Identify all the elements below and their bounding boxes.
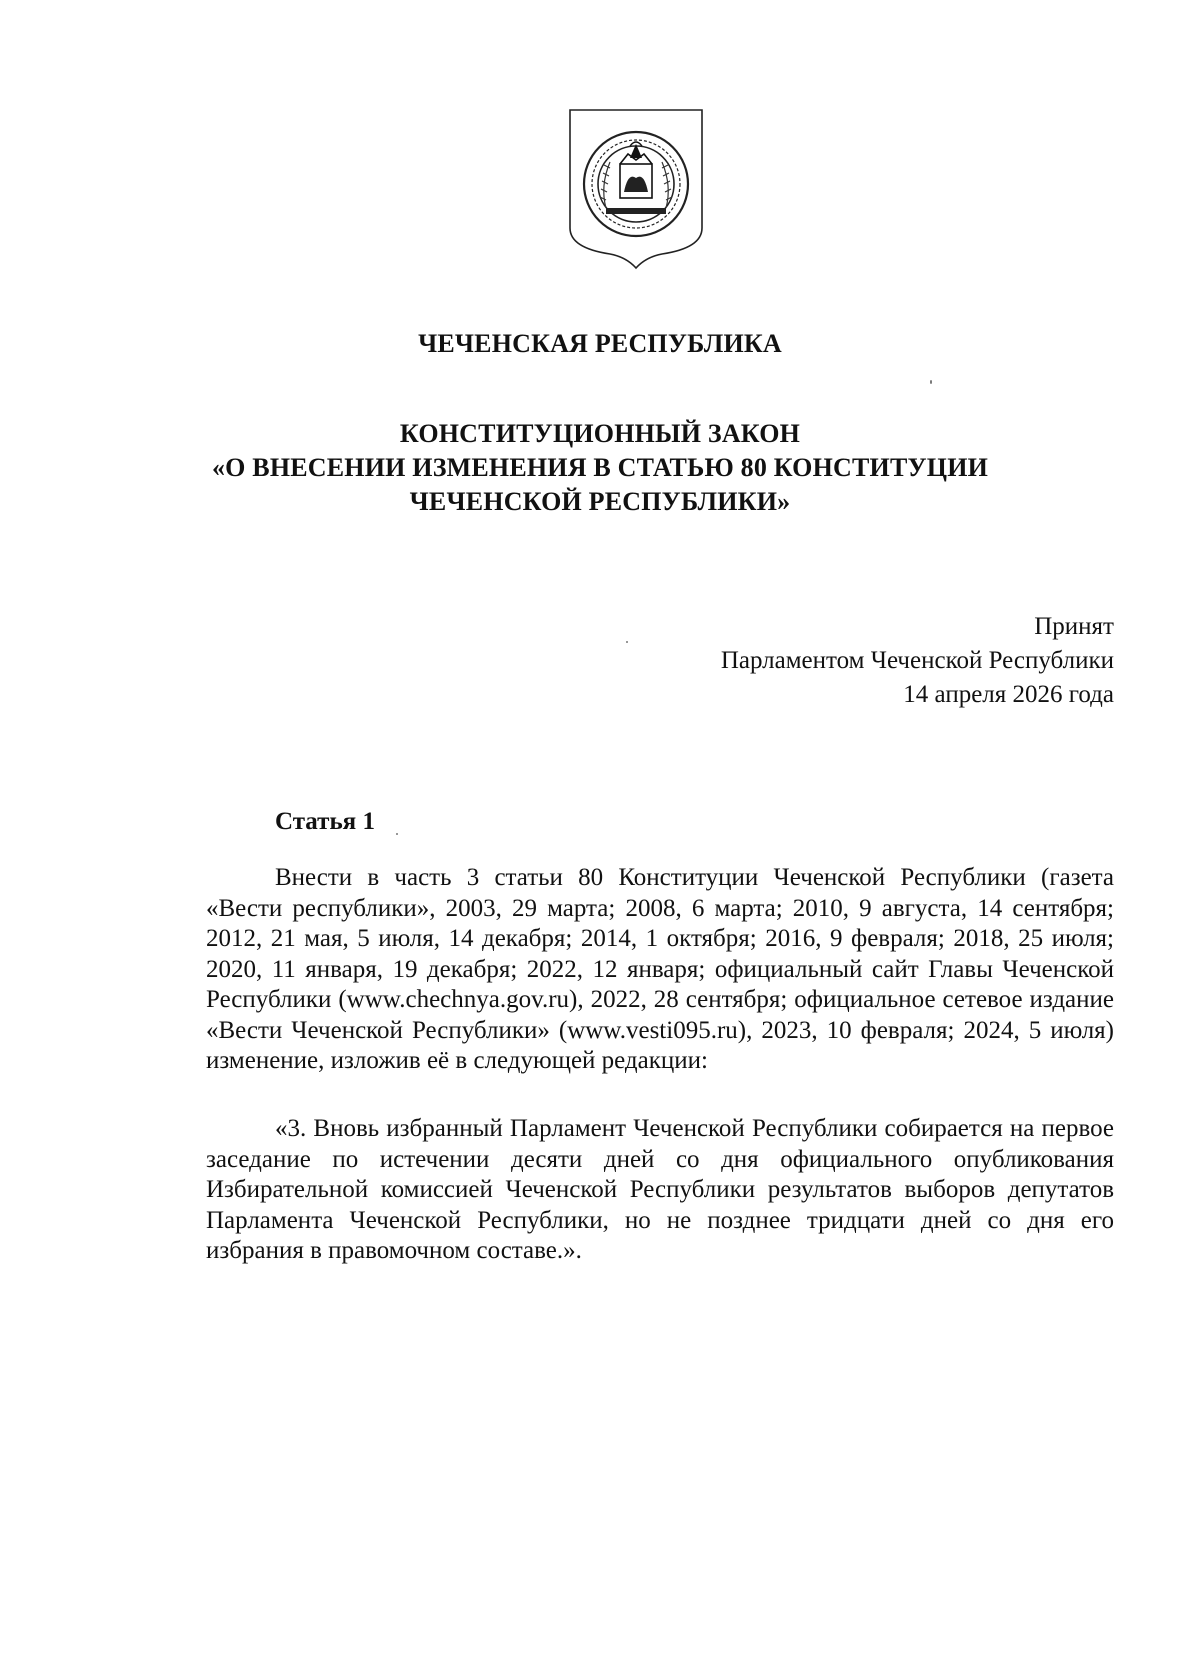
adoption-line-2: Парламентом Чеченской Республики	[720, 647, 1114, 674]
scan-speck	[930, 380, 932, 384]
adoption-block	[721, 610, 1114, 712]
article-paragraph-1: Внести в часть 3 статьи 80 Конституции Чеченской Республики (газета «Вести республики», 2003, 29 марта; 2008, 6 марта; 2010, 9 августа, 14 сентября; 2012, 21 мая, 5 июля, 14 декабря; 2014, 1 октября; 2016, 9 февраля; 2018, 25 июля; 2020, 11 января, 19 декабря; 2022, 12 января; официальный сайт Главы Чеченской Республики (www.chechnya.gov.ru), 2022, 28 сентября; официальное сетевое издание «Вести Чеченской Республики» (www.vesti095.ru), 2023, 10 февраля; 2024, 5 июля) изменение, изложив её в следующей редакции:	[206, 864, 1114, 1074]
article-title: Статья 1	[275, 808, 375, 835]
law-title-line-2: «О ВНЕСЕНИИ ИЗМЕНЕНИЯ В СТАТЬЮ 80 КОНСТИТУЦИИ	[211, 453, 989, 482]
scan-speck	[396, 833, 398, 835]
republic-heading: ЧЕЧЕНСКАЯ РЕСПУБЛИКА	[418, 329, 782, 358]
adoption-line-1: Принят	[1034, 613, 1114, 640]
scan-speck	[626, 641, 628, 643]
law-title-line-1: КОНСТИТУЦИОННЫЙ ЗАКОН	[399, 419, 801, 448]
adoption-line-3: 14 апреля 2026 года	[903, 681, 1114, 708]
article-paragraph-2: «3. Вновь избранный Парламент Чеченской Республики собирается на первое заседание по истечении десяти дней со дня официального опубликования Избирательной комиссией Чеченской Республики результатов выборов депутатов Парламента Чеченской Республики, но не позднее тридцати дней со дня его избрания в правомочном составе.».	[206, 1115, 1114, 1264]
coat-of-arms-emblem	[566, 108, 706, 270]
law-title-line-3: ЧЕЧЕНСКОЙ РЕСПУБЛИКИ»	[409, 487, 791, 516]
law-title	[0, 417, 1200, 519]
